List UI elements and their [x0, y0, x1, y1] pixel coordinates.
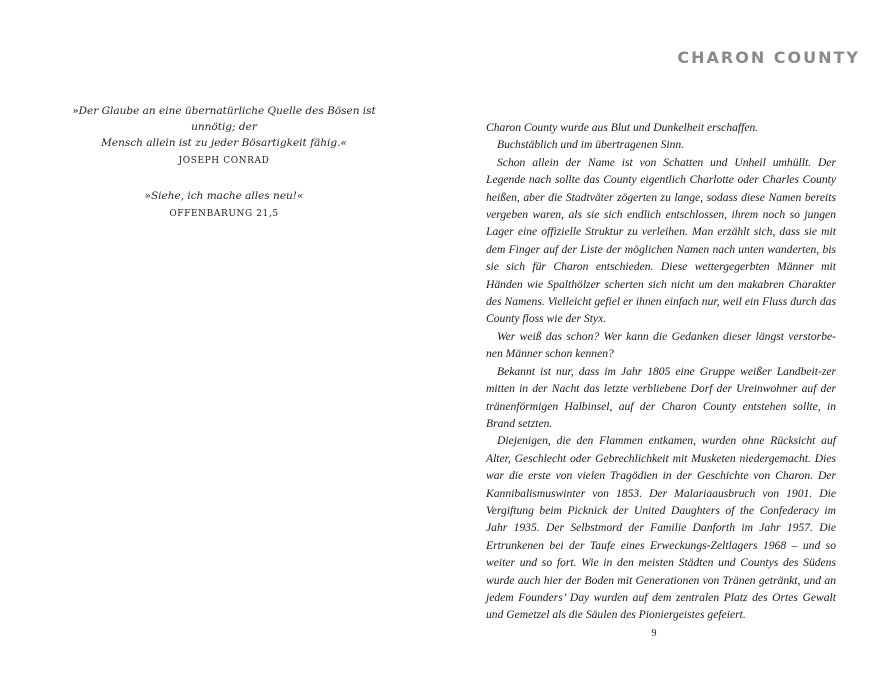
paragraph: Wer weiß das schon? Wer kann die Gedanken dieser längst verstorbe-nen Männer schon kennen?: [486, 329, 836, 361]
epigraph-quote-line: »Der Glaube an eine übernatürliche Quelle des Bösen ist unnötig; der: [72, 105, 376, 133]
epigraph-revelation: [50, 188, 398, 221]
paragraph: Diejenigen, die den Flammen entkamen, wurden ohne Rücksicht auf Alter, Geschlecht oder Gebrechlichkeit mit Musketen niedergemacht. Dies war die erste von vielen Tragödien in der Geschichte von Charon. Der Kannibalismuswinter von 1853. Der Malariaausbruch von 1901. Die Vergiftung beim Picknick der United Daughters of the Confederacy im Jahr 1935. Der Selbstmord der Familie Danforth im Jahr 1957. Die Ertrunkenen bei der Taufe eines Erweckungs-Zeltlagers 1968 – und so weiter und so fort. Wie in den meisten Städten und Countys des Südens wurde auch hier der Boden mit Generationen von Tränen getränkt, und an jedem Founders’ Day wurden auf dem zentralen Platz des Ortes Gewalt und Gemetzel als die Säulen des Pioniergeistes gefeiert.: [486, 434, 836, 622]
epigraph-conrad: [50, 103, 398, 168]
epigraph-quote-line: Mensch allein ist zu jeder Bösartigkeit fähig.«: [101, 137, 347, 149]
epigraph-author: OFFENBARUNG 21,5: [169, 209, 279, 219]
paragraph: Schon allein der Name ist von Schatten und Unheil umhüllt. Der Legende nach sollte das County eigentlich Charlotte oder Charles County heißen, aber die Stadtväter zögerten zu lange, sodass diese Namen bereits vergeben waren, als sie sich endlich entschlossen, ihrem noch so jungen Lager eine offizielle Struktur zu verleihen. Man erzählt sich, dass sie mit dem Finger auf der Liste der möglichen Namen nach unten wanderten, bis sie sich für Charon entschieden. Diese wettergegerbten Männer mit Händen wie Spalthölzer scherten sich nicht um den makabren Charakter des Namens. Vielleicht gefiel er ihnen einfach nur, weil ein Fluss durch das County floss wie der Styx.: [486, 155, 836, 326]
chapter-title: CHARON COUNTY: [677, 48, 860, 67]
paragraph: Charon County wurde aus Blut und Dunkelheit erschaffen.: [486, 121, 759, 134]
paragraph: Buchstäblich und im übertragenen Sinn.: [497, 138, 685, 152]
right-page: [436, 0, 872, 678]
paragraph: Bekannt ist nur, dass im Jahr 1805 eine Gruppe weißer Landbeit-zer mitten in der Nacht das letzte verbliebene Dorf der Ureinwohner auf der tränenförmigen Halbinsel, auf der Charon County entstehen sollte, in Brand setzten.: [486, 364, 836, 430]
epigraph-quote: [50, 103, 398, 151]
epigraph-quote: [50, 188, 398, 204]
epigraph-author: JOSEPH CONRAD: [178, 156, 270, 166]
page-number: 9: [651, 628, 657, 639]
epigraph-quote-line: »Siehe, ich mache alles neu!«: [144, 190, 304, 202]
body-text: [486, 119, 836, 624]
